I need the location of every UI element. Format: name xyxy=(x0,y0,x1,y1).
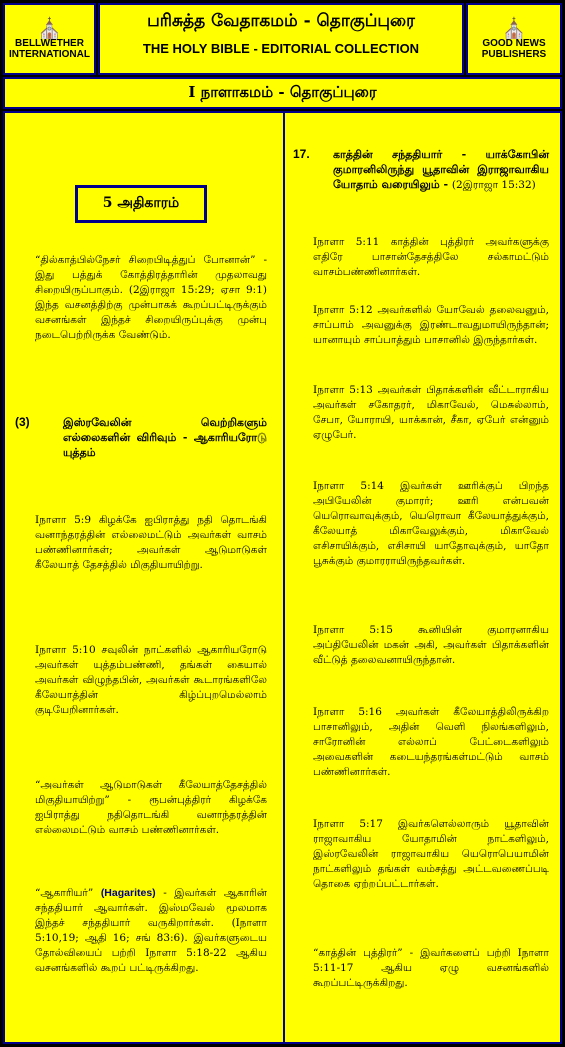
section-number: 17. xyxy=(293,147,310,161)
paragraph-text: - இவர்கள் ஆகாரின் சந்ததியார் ஆவார்கள். இஸ்மவேல் மூலமாக இந்தச் சந்ததியார் வருகிறார்கள். (Iநாளா 5:10,19; ஆதி 16; சங் 83:6). இவர்களுடைய தோல்வியைப் பற்றி Iநாளா 5:18-22 ஆகிய வசனங்களில் கூறப் பட்டிருக்கிறது. xyxy=(35,887,267,974)
paragraph: “தில்காத்பில்நேசர் சிறைபிடித்துப் போனான்” - இது பத்துக் கோத்திரத்தாரின் முதலாவது சிறையிருப்பாகும். (2இராஜா 15:29; ஏசா 9:1) இந்த வசனத்திற்கு முன்பாகக் கூறப்பட்டிருக்கும் வசனங்கள் இந்தச் சிறையிருப்புக்கு முன்பு நடைபெற்றிருக்க வேண்டும். xyxy=(35,254,267,341)
paragraph: “அவர்கள் ஆடுமாடுகள் கீலேயாத்தேசத்தில் மிகுதியாயிற்று” - ரூபன்புத்திரர் கிழக்கே ஐபிராத்து நதிதொடங்கி வனாந்தரத்தின் எல்லைமட்டும் வாசம் பண்ணினார்கள். xyxy=(35,779,267,836)
church-icon: ⛪ xyxy=(501,16,527,40)
title-tamil: பரிசுத்த வேதாகமம் - தொகுப்புரை xyxy=(147,11,415,31)
goodnews-logo xyxy=(466,3,562,75)
verse-paragraph: Iநாளா 5:9 கிழக்கே ஐபிராத்து நதி தொடங்கி வனாந்தரத்தின் எல்லைமட்டும் அவர்கள் வாசம் பண்ணினார்கள்; அவர்கள் ஆடுமாடுகள் கீலேயாத் தேசத்தில் மிகுதியாயிற்று. xyxy=(35,514,267,571)
verse-paragraph: Iநாளா 5:15 கூனியின் குமாரனாகிய அப்தியேலின் மகன் அகி, அவர்கள் பிதாக்களின் வீட்டுத் தலைவனாயிருந்தான். xyxy=(313,624,549,666)
verse-paragraph: Iநாளா 5:10 சவுலின் நாட்களில் ஆகாரியரோடு அவர்கள் யுத்தம்பண்ணி, தங்கள் கையால் அவர்கள் விழுந்தபின், அவர்கள் கூடாரங்களிலே கீலேயாத்தின் கிழ்ப்புறமெல்லாம் குடியேறினார்கள். xyxy=(35,644,267,716)
bellwether-logo xyxy=(3,3,96,75)
title-english: THE HOLY BIBLE - EDITORIAL COLLECTION xyxy=(142,41,420,56)
left-column xyxy=(5,113,285,1042)
verse-paragraph: Iநாளா 5:11 காத்தின் புத்திரர் அவர்களுக்கு எதிரே பாசான்தேசத்திலே சல்காமட்டும் வாசம்பண்ணினார்கள். xyxy=(313,236,549,278)
paragraph: “காத்தின் புத்திரர்” - இவர்களைப் பற்றி Iநாளா 5:11-17 ஆகிய ஏழு வசனங்களில் கூறப்பட்டிருக்கிறது. xyxy=(313,947,549,989)
header-title-box xyxy=(98,3,464,75)
section-number: (3) xyxy=(15,415,30,429)
section-heading: இஸ்ரவேலின் வெற்றிகளும் எல்லைகளின் விரிவும் - ஆகாரியரோடு யுத்தம் xyxy=(63,416,267,459)
book-title: I நாளாகமம் - தொகுப்புரை xyxy=(188,83,377,101)
content-area xyxy=(3,111,562,1044)
verse-paragraph: Iநாளா 5:13 அவர்கள் பிதாக்களின் வீட்டாராகிய அவர்கள் சகோதரர், மிகாவேல், மெசுல்லாம், சேபா, யோராயி, யாக்கான், சீகா, ஏபேர் என்னும் ஏழுபேர். xyxy=(313,384,549,441)
bellwether-logo-text: BELLWETHER INTERNATIONAL xyxy=(9,38,90,60)
verse-paragraph: Iநாளா 5:12 அவர்களில் யோவேல் தலைவனும், சாப்பாம் அவனுக்கு இரண்டாவதுமாயிருந்தான்; யானாயும் சாப்பாத்தும் பாசானில் இருந்தார்கள். xyxy=(313,304,549,346)
church-icon: ⛪ xyxy=(37,16,62,40)
verse-paragraph: Iநாளா 5:14 இவர்கள் ஊரிக்குப் பிறந்த அபியேலின் குமாரர்; ஊரி என்பவன் யெரொவாவுக்கும், யெரொவா கீலேயாத்துக்கும், கீலேயாத் மிகாவேலுக்கும், மிகாவேல் எசிசாயிக்கும், எசிசாயி யாதோவுக்கும், யாதோ பூசுக்கும் குமாரராயிருந்தவர்கள். xyxy=(313,480,549,567)
goodnews-logo-text: GOOD NEWS PUBLISHERS xyxy=(481,38,547,60)
paragraph xyxy=(35,886,267,976)
section-reference: (2இராஜா 15:32) xyxy=(451,179,536,191)
right-column xyxy=(285,113,560,1042)
english-term: (Hagarites) xyxy=(100,887,156,899)
verse-paragraph: Iநாளா 5:17 இவர்களெல்லாரும் யூதாவின் ராஜாவாகிய யோதாமின் நாட்களிலும், இஸ்ரவேலின் ராஜாவாகிய யெரொபெயாமின் நாட்களிலும் தங்கள் வம்சத்து அட்டவணைப்படி தொகை ஏற்றப்பட்டார்கள். xyxy=(313,818,549,890)
book-title-bar xyxy=(3,77,562,109)
chapter-label: 5 அதிகாரம் xyxy=(75,185,207,223)
section-heading-text: காத்தின் சந்ததியார் - யாக்கோபின் குமாரனிலிருந்து யூதாவின் இராஜாவாகிய யோதாம் வரையிலும் - xyxy=(333,148,549,191)
quote-text: “ஆகாரியர்” xyxy=(35,887,94,899)
verse-paragraph: Iநாளா 5:16 அவர்கள் கீலேயாத்திலிருக்கிற பாசானிலும், அதின் வெளி நிலங்களிலும், சாரோனின் எல்லாப் பேட்டைகளிலும் அவைகளின் கடையந்தரங்கள்மட்டும் வாசம் பண்ணினார்கள். xyxy=(313,706,549,778)
section-heading xyxy=(333,147,549,193)
